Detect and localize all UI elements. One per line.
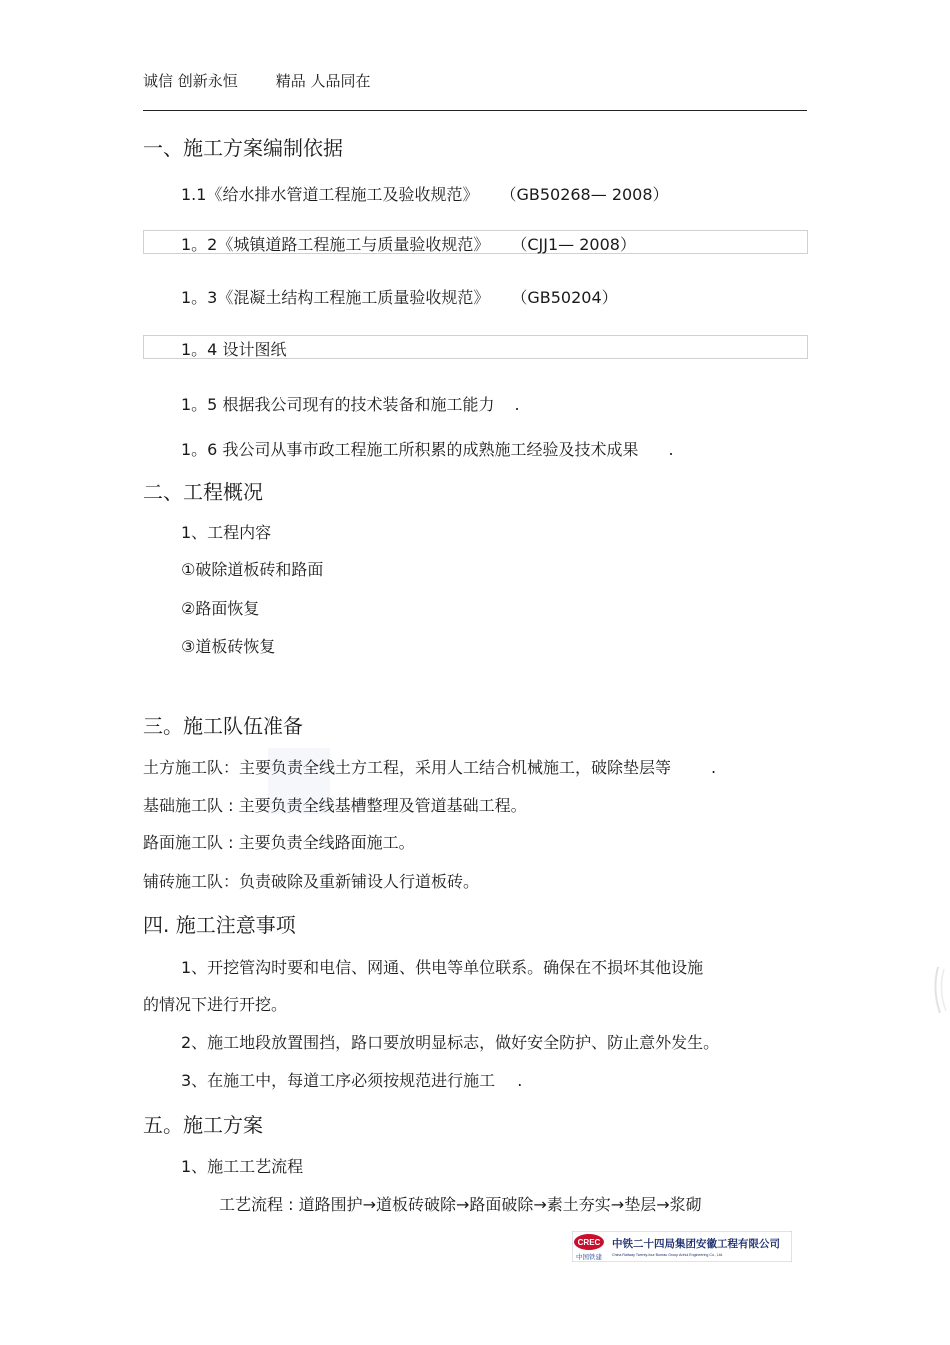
header-right: 精品 人品同在 <box>275 72 371 90</box>
process-flow-text: 工艺流程 : 道路围护→道板砖破除→路面破除→素土夯实→垫层→浆砌 <box>219 1195 702 1214</box>
basis-item-6: 1。6 我公司从事市政工程施工所积累的成熟施工经验及技术成果 . <box>181 440 674 459</box>
page-header <box>143 70 371 91</box>
logo-badge: CREC <box>577 1238 601 1247</box>
company-logo <box>572 1231 792 1262</box>
logo-company-english: China Railway Twenty-four Bureau Group Anhui Engineering Co., Ltd. <box>612 1253 724 1257</box>
edge-bracket-mark <box>930 965 948 1015</box>
basis-item-5: 1。5 根据我公司现有的技术装备和施工能力 . <box>181 395 520 414</box>
section-3-title: 三。施工队伍准备 <box>143 714 303 738</box>
team-paving-brick: 铺砖施工队：负责破除及重新铺设人行道板砖。 <box>143 872 480 891</box>
logo-badge-sub: 中国铁建 <box>576 1253 602 1261</box>
project-content-item-1: ①破除道板砖和路面 <box>181 560 324 579</box>
header-left: 诚信 创新永恒 <box>143 72 238 90</box>
basis-item-2: 1。2《城镇道路工程施工与质量验收规范》 （CJJ1— 2008） <box>181 235 636 254</box>
project-content-item-2: ②路面恢复 <box>181 599 260 618</box>
basis-item-1: 1.1《给水排水管道工程施工及验收规范》 （GB50268— 2008） <box>181 185 669 204</box>
notice-item-1-line-2: 的情况下进行开挖。 <box>143 995 288 1014</box>
logo-company-name: 中铁二十四局集团安徽工程有限公司 <box>612 1238 780 1250</box>
section-5-title: 五。施工方案 <box>143 1113 263 1137</box>
team-earthwork: 土方施工队：主要负责全线土方工程，采用人工结合机械施工，破除垫层等 . <box>143 758 717 777</box>
team-pavement: 路面施工队 : 主要负责全线路面施工。 <box>143 833 415 852</box>
section-4-title: 四. 施工注意事项 <box>143 913 296 937</box>
notice-item-1-line-1: 1、开挖管沟时要和电信、网通、供电等单位联系。确保在不损坏其他设施 <box>181 958 704 977</box>
project-content-item-3: ③道板砖恢复 <box>181 637 276 656</box>
project-content-heading: 1、工程内容 <box>181 523 272 542</box>
section-1-title: 一、施工方案编制依据 <box>143 136 343 160</box>
basis-item-4: 1。4 设计图纸 <box>181 340 287 359</box>
notice-item-3: 3、在施工中，每道工序必须按规范进行施工 . <box>181 1071 523 1090</box>
notice-item-2: 2、施工地段放置围挡，路口要放明显标志，做好安全防护、防止意外发生。 <box>181 1033 720 1052</box>
team-foundation: 基础施工队 : 主要负责全线基槽整理及管道基础工程。 <box>143 796 527 815</box>
process-flow-heading: 1、施工工艺流程 <box>181 1157 304 1176</box>
basis-item-3: 1。3《混凝土结构工程施工质量验收规范》 （GB50204） <box>181 288 618 307</box>
section-2-title: 二、工程概况 <box>143 480 263 504</box>
header-divider <box>143 110 807 111</box>
